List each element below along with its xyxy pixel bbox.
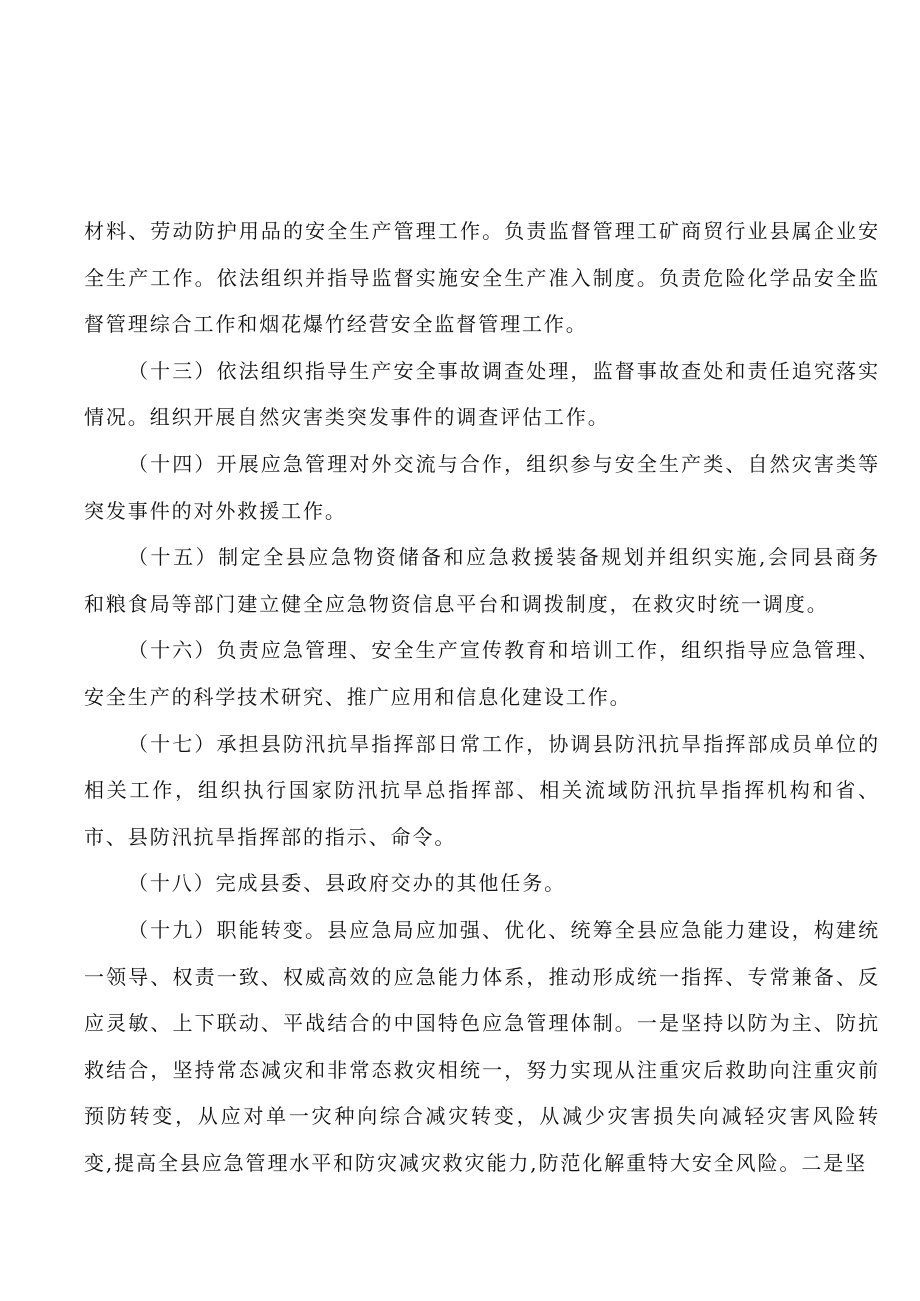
document-body [84, 208, 880, 1186]
paragraph-item-15: （十五）制定全县应急物资储备和应急救援装备规划并组织实施,会同县商务和粮食局等部门建立健全应急物资信息平台和调拨制度，在救灾时统一调度。 [84, 545, 880, 616]
paragraph-item-14: （十四）开展应急管理对外交流与合作，组织参与安全生产类、自然灾害类等突发事件的对外救援工作。 [84, 451, 880, 523]
paragraph-item-17: （十七）承担县防汛抗旱指挥部日常工作，协调县防汛抗旱指挥部成员单位的相关工作，组织执行国家防汛抗旱总指挥部、相关流域防汛抗旱指挥机构和省、市、县防汛抗旱指挥部的指示、命令。 [84, 731, 880, 849]
paragraph-item-19: （十九）职能转变。县应急局应加强、优化、统筹全县应急能力建设，构建统一领导、权责一致、权威高效的应急能力体系，推动形成统一指挥、专常兼备、反应灵敏、上下联动、平战结合的中国特色应急管理体制。一是坚持以防为主、防抗救结合，坚持常态减灾和非常态救灾相统一，努力实现从注重灾后救助向注重灾前预防转变，从应对单一灾种向综合减灾转变，从减少灾害损失向减轻灾害风险转变,提高全县应急管理水平和防灾减灾救灾能力,防范化解重特大安全风险。二是坚 [84, 917, 880, 1175]
paragraph-item-18: （十八）完成县委、县政府交办的其他任务。 [128, 871, 566, 896]
paragraph-continued-safety-supervision: 材料、劳动防护用品的安全生产管理工作。负责监督管理工矿商贸行业县属企业安全生产工作。依法组织并指导监督实施安全生产准入制度。负责危险化学品安全监督管理综合工作和烟花爆竹经营安全监督管理工作。 [84, 219, 880, 337]
paragraph-item-16: （十六）负责应急管理、安全生产宣传教育和培训工作，组织指导应急管理、安全生产的科学技术研究、推广应用和信息化建设工作。 [84, 638, 880, 709]
paragraph-item-13: （十三）依法组织指导生产安全事故调查处理，监督事故查处和责任追究落实情况。组织开展自然灾害类突发事件的调查评估工作。 [84, 358, 880, 430]
